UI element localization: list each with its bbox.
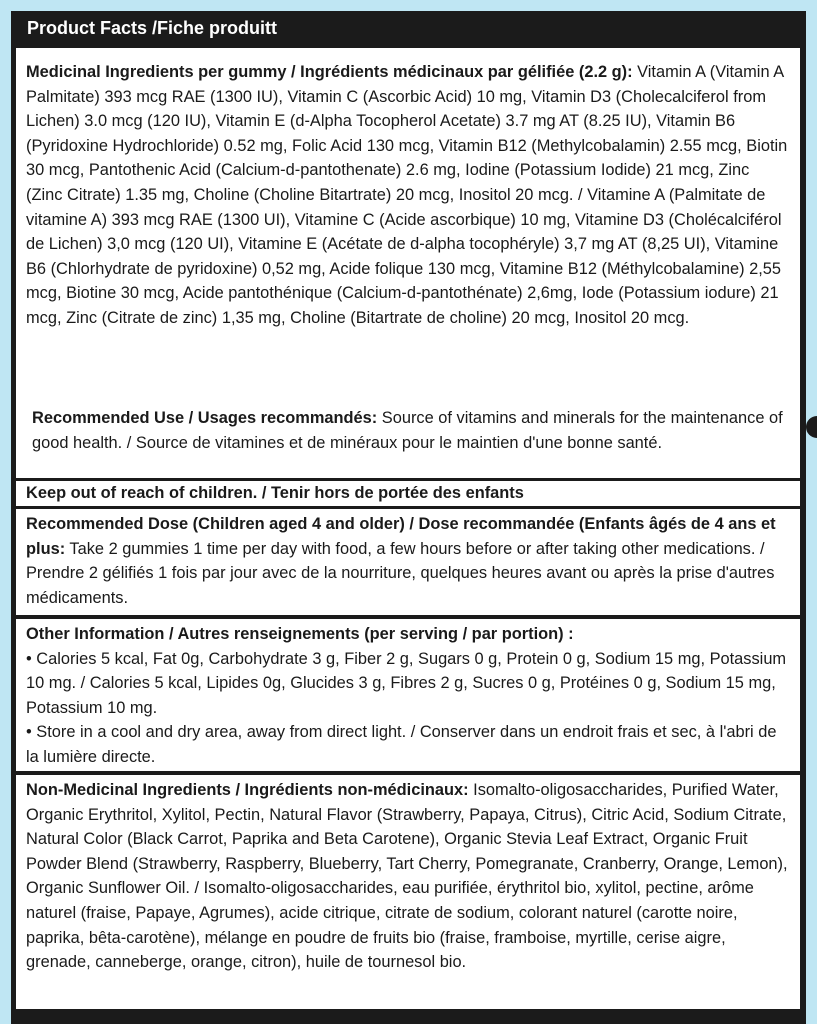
non-medicinal-ingredients-section — [16, 775, 800, 1009]
medicinal-ingredients-section — [16, 48, 800, 407]
other-information-section — [16, 619, 800, 771]
recommended-dose-text: Take 2 gummies 1 time per day with food, a few hours before or after taking other medications. / Prendre 2 gélifiés 1 fois par jour avec de la nourriture, quelques heures avant ou après la prise d'autres médicaments. — [26, 539, 775, 607]
recommended-dose-heading: Recommended Dose (Children aged 4 and older) / Dose recommandée (Enfants âgés de 4 ans et plus: — [26, 515, 776, 558]
edge-decoration-dot — [806, 416, 817, 438]
warning-text: Keep out of reach of children. / Tenir hors de portée des enfants — [26, 484, 524, 502]
medicinal-ingredients-text: Vitamin A (Vitamin A Palmitate) 393 mcg RAE (1300 IU), Vitamin C (Ascorbic Acid) 10 mg, Vitamin D3 (Cholecalciferol from Lichen) 3.0 mcg (120 IU), Vitamin E (d-Alpha Tocopherol Acetate) 3.7 mg AT (8.25 IU), Vitamin B6 (Pyridoxine Hydrochloride) 0.52 mg, Folic Acid 130 mcg, Vitamin B12 (Methylcobalamin) 2.55 mcg, Biotin 30 mcg, Pantothenic Acid (Calcium-d-pantothenate) 2.6 mg, Iodine (Potassium Iodide) 21 mcg, Zinc (Zinc Citrate) 1.35 mg, Choline (Choline Bitartrate) 20 mcg, Inositol 20 mcg. / Vitamine A (Palmitate de vitamine A) 393 mcg RAE (1300 UI), Vitamine C (Acide ascorbique) 10 mg, Vitamine D3 (Cholécalciférol de Lichen) 3,0 mcg (120 UI), Vitamine E (Acétate de d-alpha tocophéryle) 3,7 mg AT (8,25 UI), Vitamine B6 (Chlorhydrate de pyridoxine) 0,52 mg, Acide folique 130 mcg, Vitamine B12 (Méthylcobalamine) 2,55 mcg, Biotine 30 mcg, Acide pantothénique (Calcium-d-pantothénate) 2,6mg, Iode (Potassium iodure) 21 mcg, Zinc (Citrate de zinc) 1,35 mg, Choline (Bitartrate de choline) 20 mcg, Inositol 20 mcg. — [26, 63, 788, 327]
non-medicinal-ingredients-heading: Non-Medicinal Ingredients / Ingrédients non-médicinaux: — [26, 781, 469, 799]
nutrition-bullet: • Calories 5 kcal, Fat 0g, Carbohydrate 3 g, Fiber 2 g, Sugars 0 g, Protein 0 g, Sodium 15 mg, Potassium 10 mg. / Calories 5 kcal, Lipides 0g, Glucides 3 g, Fibres 2 g, Sucres 0 g, Protéines 0 g, Sodium 15 mg, Potassium 10 mg. — [26, 649, 787, 717]
storage-bullet: • Store in a cool and dry area, away from direct light. / Conserver dans un endroit frais et sec, à l'abri de la lumière directe. — [26, 723, 777, 766]
non-medicinal-ingredients-text: Isomalto-oligosaccharides, Purified Water, Organic Erythritol, Xylitol, Pectin, Natural Flavor (Strawberry, Papaya, Citrus), Citric Acid, Sodium Citrate, Natural Color (Black Carrot, Paprika and Beta Carotene), Organic Stevia Leaf Extract, Organic Fruit Powder Blend (Strawberry, Raspberry, Blueberry, Tart Cherry, Pomegranate, Cranberry, Orange, Lemon), Organic Sunflower Oil. / Isomalto-oligosaccharides, eau purifiée, érythritol bio, xylitol, pectine, arôme naturel (fraise, Papaye, Agrumes), acide citrique, citrate de sodium, colorant naturel (carotte noire, paprika, bêta-carotène), mélange en poudre de fruits bio (fraise, framboise, myrtille, cerise aigre, grenade, canneberge, orange, citron), huile de tournesol bio. — [26, 781, 788, 972]
other-information-heading: Other Information / Autres renseignements (per serving / par portion) : — [26, 625, 574, 643]
product-facts-panel — [11, 11, 806, 1024]
recommended-use-heading: Recommended Use / Usages recommandés: — [32, 409, 378, 427]
panel-title: Product Facts /Fiche produitt — [11, 11, 806, 45]
recommended-dose-section — [16, 509, 800, 615]
recommended-use-section — [16, 398, 800, 478]
warning-section — [16, 481, 800, 506]
medicinal-ingredients-heading: Medicinal Ingredients per gummy / Ingrédients médicinaux par gélifiée (2.2 g): — [26, 63, 633, 81]
recommended-use-text: Source of vitamins and minerals for the maintenance of good health. / Source de vitamines et de minéraux pour le maintien d'une bonne santé. — [32, 409, 783, 452]
